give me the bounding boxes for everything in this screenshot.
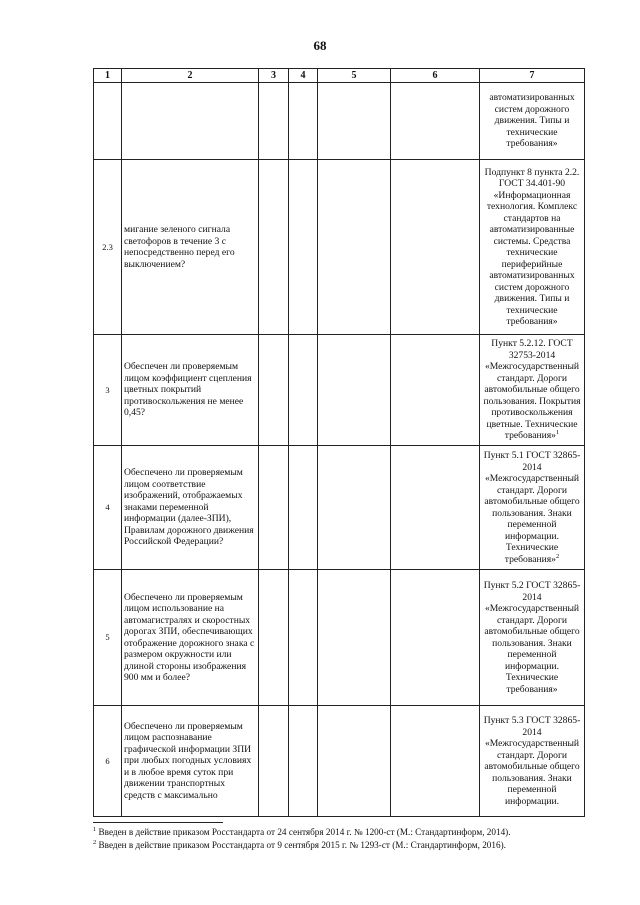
footnote-divider	[93, 822, 223, 823]
table-row	[94, 160, 585, 335]
footnote-number: 2	[93, 839, 97, 847]
header-cell: 7	[480, 69, 585, 83]
footnotes	[93, 822, 613, 853]
empty-cell	[259, 83, 289, 160]
page-number: 68	[313, 38, 327, 53]
regulation-reference	[480, 83, 585, 160]
footnote-mark: 1	[555, 429, 560, 437]
reference-text: Пункт 5.3 ГОСТ 32865-2014 «Межгосударственный стандарт. Дороги автомобильные общего пользования. Знаки переменной информации.	[483, 715, 581, 807]
row-number: 6	[94, 706, 122, 817]
footnote-text: Введен в действие приказом Росстандарта от 9 сентября 2015 г. № 1293-ст (М.: Стандартинформ, 2016).	[98, 840, 506, 851]
empty-cell	[391, 160, 480, 335]
row-number: 3	[94, 335, 122, 446]
requirement-question: мигание зеленого сигнала светофоров в течение 3 с непосредственно перед его выключением?	[122, 160, 259, 335]
regulation-reference	[480, 335, 585, 446]
header-cell: 2	[122, 69, 259, 83]
reference-text: Пункт 5.1 ГОСТ 32865-2014 «Межгосударственный стандарт. Дороги автомобильные общего пользования. Знаки переменной информации. Технические требования»	[483, 450, 581, 565]
empty-cell	[318, 706, 391, 817]
reference-text: Пункт 5.2 ГОСТ 32865-2014 «Межгосударственный стандарт. Дороги автомобильные общего пользования. Знаки переменной информации. Технические требования»	[483, 580, 581, 695]
footnote	[93, 826, 613, 839]
empty-cell	[289, 335, 318, 446]
requirement-question	[122, 83, 259, 160]
header-cell: 1	[94, 69, 122, 83]
empty-cell	[289, 446, 318, 570]
table-row	[94, 83, 585, 160]
empty-cell	[289, 706, 318, 817]
regulation-reference	[480, 446, 585, 570]
empty-cell	[259, 570, 289, 706]
requirement-question: Обеспечено ли проверяемым лицом распознавание графической информации ЗПИ при любых погодных условиях и в любое время суток при движении транспортных средств с максимально	[122, 706, 259, 817]
requirement-question: Обеспечен ли проверяемым лицом коэффициент сцепления цветных покрытий противоскольжения не менее 0,45?	[122, 335, 259, 446]
row-number: 5	[94, 570, 122, 706]
header-cell: 3	[259, 69, 289, 83]
regulation-reference	[480, 706, 585, 817]
empty-cell	[259, 335, 289, 446]
regulation-reference	[480, 570, 585, 706]
footnote-text: Введен в действие приказом Росстандарта от 24 сентября 2014 г. № 1200-ст (М.: Стандартинформ, 2014).	[98, 827, 511, 837]
row-number: 4	[94, 446, 122, 570]
empty-cell	[318, 570, 391, 706]
checklist-table	[93, 68, 585, 817]
header-cell: 6	[391, 69, 480, 83]
footnote-number: 1	[93, 825, 97, 833]
table-row	[94, 446, 585, 570]
empty-cell	[318, 446, 391, 570]
requirement-question: Обеспечено ли проверяемым лицом соответствие изображений, отображаемых знаками переменной информации (далее-ЗПИ), Правилам дорожного движения Российской Федерации?	[122, 446, 259, 570]
empty-cell	[318, 335, 391, 446]
empty-cell	[318, 83, 391, 160]
table-row	[94, 335, 585, 446]
reference-text: Пункт 5.2.12. ГОСТ 32753-2014 «Межгосударственный стандарт. Дороги автомобильные общего пользования. Покрытия противоскольжения цветные. Технические требования»	[483, 338, 581, 442]
header-cell: 4	[289, 69, 318, 83]
empty-cell	[259, 160, 289, 335]
table-row	[94, 706, 585, 817]
empty-cell	[289, 83, 318, 160]
empty-cell	[318, 160, 391, 335]
empty-cell	[259, 706, 289, 817]
requirement-question: Обеспечено ли проверяемым лицом использование на автомагистралях и скоростных дорогах ЗПИ, обеспечивающих отображение дорожного знака с размером окружности или длиной стороны изображения 900 мм и более?	[122, 570, 259, 706]
empty-cell	[259, 446, 289, 570]
empty-cell	[391, 335, 480, 446]
empty-cell	[289, 570, 318, 706]
reference-text: автоматизированных систем дорожного движения. Типы и технические требования»	[489, 92, 575, 150]
regulation-reference	[480, 160, 585, 335]
header-cell: 5	[318, 69, 391, 83]
table-header-row	[94, 69, 585, 83]
empty-cell	[391, 446, 480, 570]
row-number: 2.3	[94, 160, 122, 335]
empty-cell	[391, 706, 480, 817]
empty-cell	[391, 570, 480, 706]
empty-cell	[289, 160, 318, 335]
footnote	[93, 839, 613, 852]
footnote-mark: 2	[555, 552, 560, 560]
row-number	[94, 83, 122, 160]
reference-text: Подпункт 8 пункта 2.2. ГОСТ 34.401-90 «Информационная технология. Комплекс стандартов на автоматизированные системы. Средства технические периферийные автоматизированных систем дорожного движения. Типы и технические требования»	[484, 166, 580, 327]
table-row	[94, 570, 585, 706]
empty-cell	[391, 83, 480, 160]
